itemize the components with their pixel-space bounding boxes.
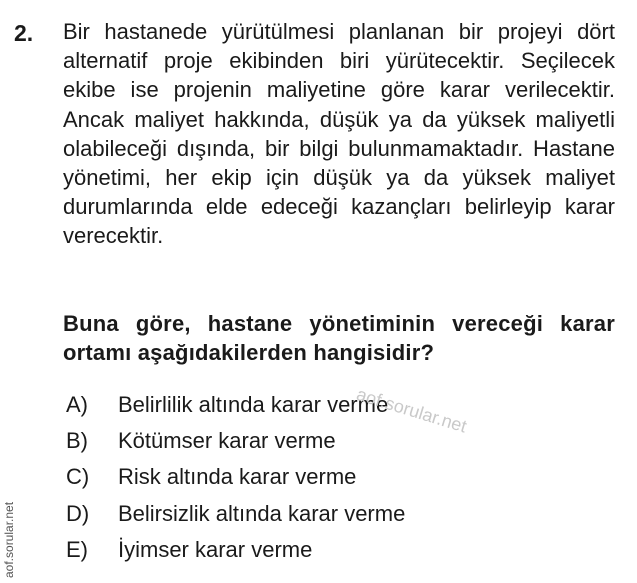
option-letter: E) (66, 536, 88, 562)
option-text: Belirsizlik altında karar verme (118, 500, 406, 526)
option-d[interactable] (66, 496, 405, 532)
answer-options (66, 387, 405, 568)
watermark: aof.sorular.net (354, 384, 470, 437)
side-watermark: aof.sorular.net (2, 501, 16, 578)
question-number: 2. (14, 20, 34, 46)
option-letter: D) (66, 500, 90, 526)
option-a[interactable] (66, 387, 405, 423)
option-e[interactable] (66, 532, 405, 568)
option-letter: A) (66, 392, 88, 418)
question-stem: Bir hastanede yürütülmesi planlanan bir projeyi dört alternatif proje ekibinden biri yürütecektir. Seçilecek ekibe ise projenin maliyetine göre karar verilecektir. Ancak maliyet hakkında, düşük ya da yüksek maliyetli olabileceği dışında, bir bilgi bulunmamaktadır. Hastane yönetimi, her ekip için düşük ya da yüksek maliyet durumlarında elde edeceği kazançları belirleyip karar verecektir. (63, 19, 615, 249)
question-prompt: Buna göre, hastane yönetiminin vereceği karar ortamı aşağıdakilerden hangisidir? (63, 311, 615, 365)
option-c[interactable] (66, 459, 405, 495)
option-text: İyimser karar verme (118, 536, 313, 562)
option-b[interactable] (66, 423, 405, 459)
option-text: Belirlilik altında karar verme (118, 392, 389, 418)
option-letter: C) (66, 464, 90, 490)
option-letter: B) (66, 428, 88, 454)
option-text: Kötümser karar verme (118, 428, 336, 454)
option-text: Risk altında karar verme (118, 464, 357, 490)
